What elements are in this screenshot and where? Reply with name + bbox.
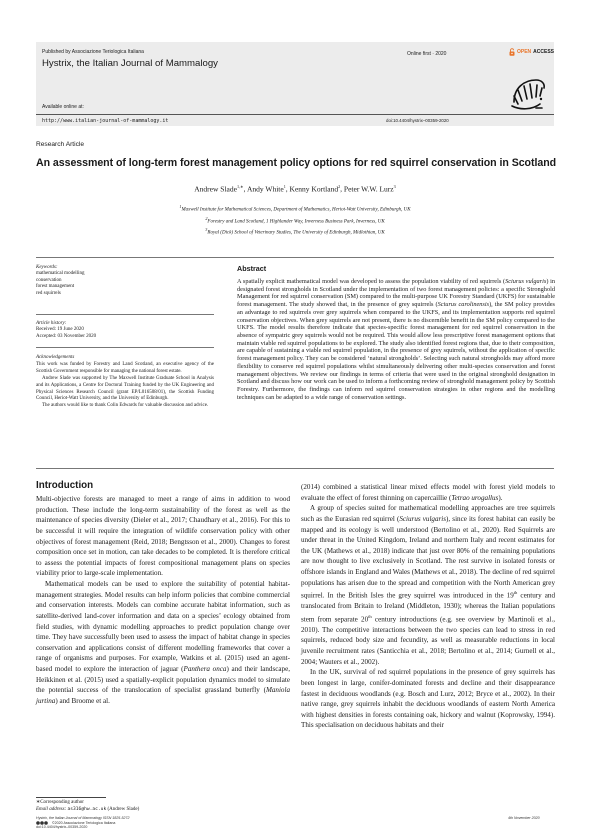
text-run: century and translocated from Britain to Ireland (Middleton, 1930); whereas the Italian populations stem from separate 20 [301,591,555,624]
author-affil-marker: 1 [283,184,286,189]
email-link[interactable]: as316@hw.ac.uk [67,807,107,812]
affil-text: Maxwell Institute for Mathematical Sciences, Department of Mathematics, Heriot-Watt University, Edinburgh, UK [181,207,411,213]
available-online-label: Available online at: [42,104,84,110]
doi-footer: doi:10.4404/hystrix–00359-2020 [36,825,88,829]
online-first-label: Online first · 2020 [407,51,447,57]
affil-marker: 2 [205,215,208,221]
author-affil-marker: 1,∗ [236,184,244,189]
text-run: ) and their landscape, Heikkinen et al. (2015) used a spatially-explicit population dynamics model to simulate the potential success of the translocation of specialist grassland butterfly ( [36,665,290,695]
body-paragraph [36,579,290,707]
article-history-block [36,321,214,340]
species-name: Sciurus vulgaris [505,278,547,285]
open-access-badge [509,48,554,56]
author-name: Kenny Kortland [289,184,339,194]
ack-paragraph: This work was funded by Forestry and Land Scotland, an executive agency of the Scottish Government responsible for managing the national forest estate. [36,361,214,374]
abstract-run: ) in designated forest strongholds in Scotland under the implementation of two forest management policies: a specific Stronghold Management for red squirrel conservation (SM) compared to the multi-purpose UK Forestry Standard (UKFS) for sustainable forest management. The study showed that, in the presence of grey squirrels ( [237,278,555,309]
author-affil-marker: 2 [338,184,341,189]
affil-marker: 3 [205,227,208,233]
received-date: Received: 19 June 2020 [36,327,84,333]
ordinal-suffix: th [368,613,372,619]
email-owner: (Andrew Slade) [107,807,140,812]
keyword: red squirrels [36,290,61,296]
affiliation-item [0,226,590,238]
left-column [36,494,290,707]
author-affil-marker: 3 [393,184,396,189]
header-divider [36,114,554,115]
issn-line: Hystrix, the Italian Journal of Mammalogy ISSN 1825-5272 [36,816,130,820]
keyword: mathematical modelling [36,271,85,277]
divider [36,257,554,258]
accepted-date: Accepted: 03 November 2020 [36,333,97,339]
species-name: Sciurus vulgaris [399,514,447,523]
divider [36,347,214,348]
copyright-text: ©2020 Associazione Teriologica Italiana [52,820,116,825]
keywords-block [36,265,214,297]
affil-text: Forestry and Land Scotland, 1 Highlander Way, Inverness Business Park, Inverness, UK [207,219,385,225]
journal-name: Hystrix, the Italian Journal of Mammalogy [42,58,218,69]
body-paragraph: In the UK, survival of red squirrel populations in the presence of grey squirrels has been longest in large, conifer-dominated forests and decline and their disappearance fastest in deciduous woodlands (e.g. Bosch and Lurz, 2012; Bryce et al., 2002). In their native range, grey squirrels inhabit the deciduous woodlands of eastern North America with highest densities in forests containing oak, hickory and walnut (Koprowsky, 1994). This specialisation on deciduous habitats and their [301,668,555,730]
affil-marker: 1 [179,204,182,209]
right-column [301,482,555,731]
footnote-divider [36,797,106,798]
ack-paragraph: Andrew Slade was supported by The Maxwell Institute Graduate School in Analysis and its Applications, a Centre for Doctoral Training funded by the UK Engineering and Physical Sciences Research Council (grant EP/L016508/01), the Scottish Funding Council, Heriot-Watt University, and the University of Edinburgh. [36,375,214,402]
article-type: Research Article [36,141,85,148]
history-label: Article history: [36,321,67,326]
affil-text: Royal (Dick) School of Veterinary Studies, The University of Edinburgh, Midlothian, UK [207,230,385,236]
author-name: Andrew Slade [194,184,237,194]
affiliation-list [0,203,590,238]
abstract-heading: Abstract [237,264,267,273]
text-run: ) and Broome et al. [55,696,110,705]
text-run: ). [498,493,503,502]
open-access-lock-icon [509,48,515,56]
journal-url-link[interactable]: http://www.italian-journal-of-mammalogy.it [42,118,169,124]
species-name: Maniola jurtina [36,686,290,705]
article-title: An assessment of long-term forest management policy options for red squirrel conservation in Scotland [36,157,557,169]
abstract-run: ), the SM policy provides an advantage to red squirrels over grey squirrels when compared to the UKFS, and its implementation supports red squirrel conservation objectives. When grey squirrels are not present, there is no discernible benefit in the SM policy compared to the UKFS. The model results therefore indicate that species-specific forest management for red squirrel conservation in the absence of sympatric grey squirrels would not be required. This would allow less prescriptive forest management options that maintain viable red squirrel populations to be explored. The study also identified forest regions that, due to their composition, are capable of sustaining a viable red squirrel population, in the presence of grey squirrels, without the application of specific forest management policy. They can be considered ‘natural strongholds’. Selecting such natural strongholds may afford more flexibility to conserve red squirrel populations whilst simultaneously delivering other multi-species conservation and forest management objectives. We review our findings in terms of criteria that were used in the original stronghold designation in Scotland and discuss how our work can be used to inform a forthcoming review of stronghold management policy by Scottish Forestry. Furthermore, the findings can inform red squirrel conservation strategies in other regions and the modelling techniques can be adapted to a wide range of conservation settings. [237,301,555,401]
email-label: Email address: [36,807,67,812]
acknowledgements-block [36,355,214,410]
journal-header [36,42,554,126]
corresponding-note: ∗Corresponding author [36,800,84,805]
publisher-line: Published by Associazione Teriologica Italiana [42,49,144,55]
ack-paragraph: The authors would like to thank Colin Edwards for valuable discussion and advice. [42,403,209,409]
introduction-heading: Introduction [36,480,94,491]
porcupine-logo-icon [506,68,548,112]
text-run: A group of species suited for mathematical modelling approaches are tree squirrels such as the Eurasian red squirrel ( [301,504,555,523]
species-name: Sciurus carolinensis [437,301,490,309]
abstract-text [237,278,555,402]
open-label: OPEN [517,49,532,55]
abstract-run: A spatially explicit mathematical model was developed to assess the population viability of red squirrels ( [237,278,506,285]
author-name: Andy White [246,184,284,194]
keyword: forest management [36,284,75,290]
text-run: Mathematical models can be used to explore the suitability of potential habitat-management strategies. Model results can help inform policies that combine commercial and conservation interests. Models can combine accurate habitat information, such as satellite-derived land-cover information and data on a species’ ecology obtained from field studies, with dynamic modelling approaches to predict population change over time. They have successfully been used to assess the impact of habitat change in species conservation and applications consist of different modelling frameworks that cover a range of organisms and purposes. For example, Watkins et al. (2015) used an agent-based model to explore the interaction of jaguar ( [36,580,290,673]
text-run: (2014) combined a statistical linear mixed effects model with forest yield models to evaluate the effect of forest thinning on capercaillie ( [301,483,555,502]
access-label: ACCESS [533,49,555,55]
doi-label[interactable]: doi:10.4404/hystrix–00359-2020 [386,118,449,123]
affiliation-item [0,215,590,227]
species-name: Tetrao urogallus [451,493,499,502]
text-run: century introductions (e.g. see overview by Martinoli et al., 2010). The competitive interactions between the two species can lead to stress in red squirrels, reduced body size and fecundity, as well as measurable reductions in local juvenile recruitment rates (Santicchia et al., 2018; Bertolino et al., 2014; Gurnell et al., 2004; Wauters et al., 2002). [301,615,555,666]
divider [36,314,214,315]
body-paragraph [301,482,555,503]
author-name: Peter W.W. Lurz [343,184,394,194]
body-paragraph: Multi-objective forests are managed to meet a range of aims in addition to wood production. These include the long-term sustainability of the forest as well as the maintenance of species diversity (Dieler et al., 2017; Chaudhary et al., 2016). For this to be successful it will require the integration of wildlife conservation policy with other objectives of forest management (Reid, 2018; Bengtsson et al., 2000). Changes to forest composition once set in motion, can take decades to be completed. It is therefore critical to assess the potential impacts of forest compositional management plans on species viability prior to large-scale implementation. [36,495,290,578]
email-line [36,807,290,813]
footer-date: 4th November 2020 [508,816,540,820]
affiliation-item [0,203,590,215]
body-paragraph [301,503,555,667]
text-run: ), since its forest habitat can easily be mapped and its ecology is well understood (Bertolino et al., 2020). Red Squirrels are under threat in the United Kingdom, Ireland and northern Italy and recent estimates for the UK (Mathews et al., 2018) indicate that just over 80% of the remaining populations are now thought to live exclusively in Scotland. The rest survive in isolated forests or offshore islands in England and Wales (Mathews et al., 2018). The decline of red squirrel populations has arisen due to the spread and competition with the North American grey squirrel. In the British Isles the grey squirrel was introduced in the 19 [301,514,555,600]
divider [36,468,554,469]
ordinal-suffix: th [513,590,518,596]
author-list: Andrew Slade$^{1,∗}$, Andy White$^1$, Kenny Kortland$^2$, Peter W.W. Lurz$^3$ [194,184,396,194]
species-name: Panthera onca [183,665,227,673]
keywords-label: Keywords: [36,265,58,270]
ack-label: Acknowledgements [36,355,75,360]
keyword: conservation [36,277,62,283]
